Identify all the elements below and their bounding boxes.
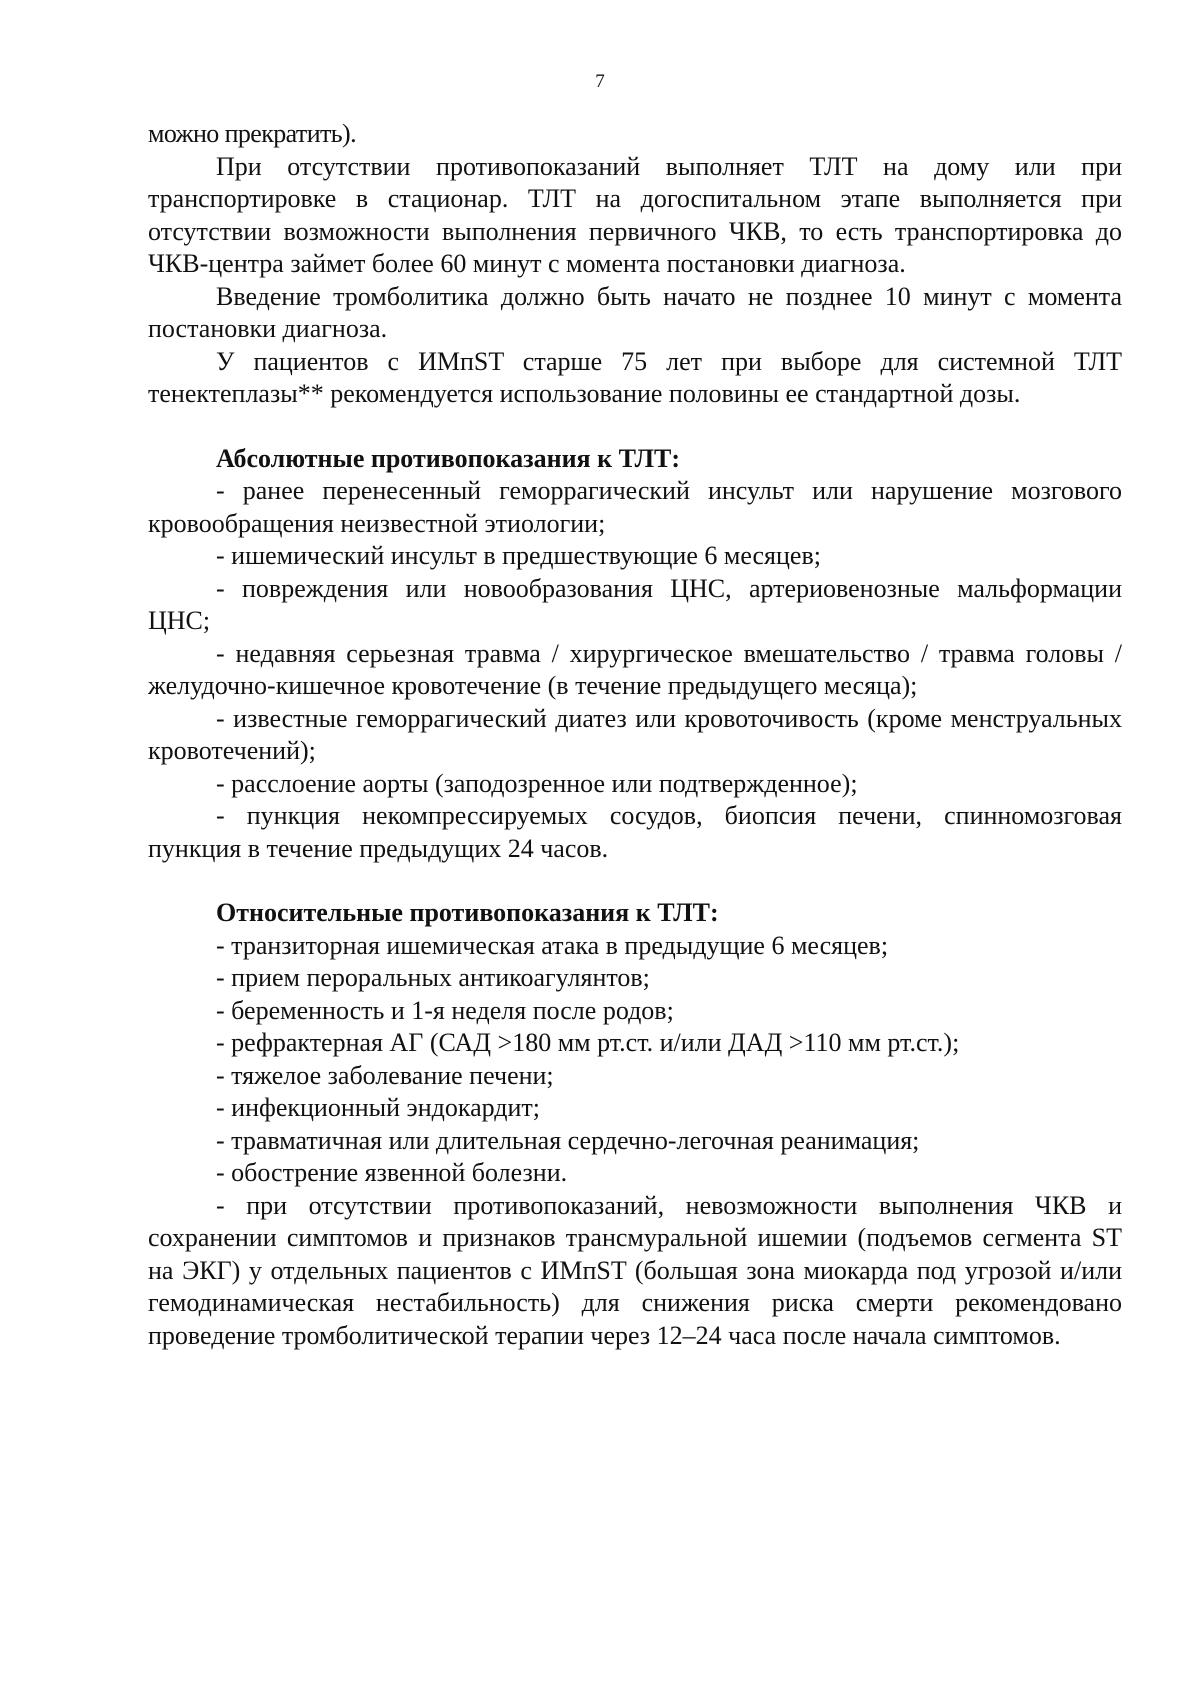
document-body <box>148 118 1122 1352</box>
list-item: - тяжелое заболевание печени; <box>216 1060 554 1090</box>
list-item: - пункция некомпрессируемых сосудов, биопсия печени, спинномозговая пункция в течение предыдущих 24 часов. <box>148 801 1122 863</box>
list-item: - прием пероральных антикоагулянтов; <box>216 963 650 992</box>
body-paragraph: Введение тромболитика должно быть начато не позднее 10 минут с момента постановки диагноза. <box>148 281 1122 343</box>
section-heading-absolute: Абсолютные противопоказания к ТЛТ: <box>216 443 681 473</box>
list-item: - инфекционный эндокардит; <box>216 1093 541 1122</box>
continuation-paragraph: можно прекратить). <box>148 119 356 148</box>
list-item: - ранее перенесенный геморрагический инсульт или нарушение мозгового кровообращения неизвестной этиологии; <box>148 476 1122 538</box>
body-paragraph: При отсутствии противопоказаний выполняет ТЛТ на дому или при транспортировке в стационар. ТЛТ на догоспитальном этапе выполняется при отсутствии возможности выполнения первичного ЧКВ, то есть транспортировка до ЧКВ-центра займет более 60 минут с момента постановки диагноза. <box>148 151 1122 278</box>
body-paragraph: У пациентов с ИМпST старше 75 лет при выборе для системной ТЛТ тенектеплазы** рекомендуется использование половины ее стандартной дозы. <box>148 346 1122 408</box>
list-item: - травматичная или длительная сердечно-легочная реанимация; <box>216 1125 920 1155</box>
list-item: - при отсутствии противопоказаний, невозможности выполнения ЧКВ и сохранении симптомов и признаков трансмуральной ишемии (подъемов сегмента ST на ЭКГ) у отдельных пациентов с ИМпST (большая зона миокарда под угрозой и/или гемодинамическая нестабильность) для снижения риска смерти рекомендовано проведение тромболитической терапии через 12–24 часа после начала симптомов. <box>148 1190 1122 1350</box>
list-item: - транзиторная ишемическая атака в предыдущие 6 месяцев; <box>216 930 889 960</box>
list-item: - рефрактерная АГ (САД >180 мм рт.ст. и/или ДАД >110 мм рт.ст.); <box>216 1028 960 1057</box>
section-heading-relative: Относительные противопоказания к ТЛТ: <box>216 898 719 927</box>
absolute-contraindications-list <box>148 475 1122 865</box>
list-item: - расслоение аорты (заподозренное или подтвержденное); <box>216 768 858 798</box>
list-item: - беременность и 1-я неделя после родов; <box>216 995 674 1025</box>
list-item: - обострение язвенной болезни. <box>216 1158 568 1187</box>
list-item: - недавняя серьезная травма / хирургическое вмешательство / травма головы / желудочно-кишечное кровотечение (в течение предыдущего месяца); <box>148 638 1122 700</box>
relative-contraindications-list <box>148 930 1122 1353</box>
page-number: 7 <box>595 71 605 92</box>
list-item: - известные геморрагический диатез или кровоточивость (кроме менструальных кровотечений); <box>148 703 1122 765</box>
list-item: - повреждения или новообразования ЦНС, артериовенозные мальформации ЦНС; <box>148 573 1122 635</box>
list-item: - ишемический инсульт в предшествующие 6 месяцев; <box>216 541 821 570</box>
